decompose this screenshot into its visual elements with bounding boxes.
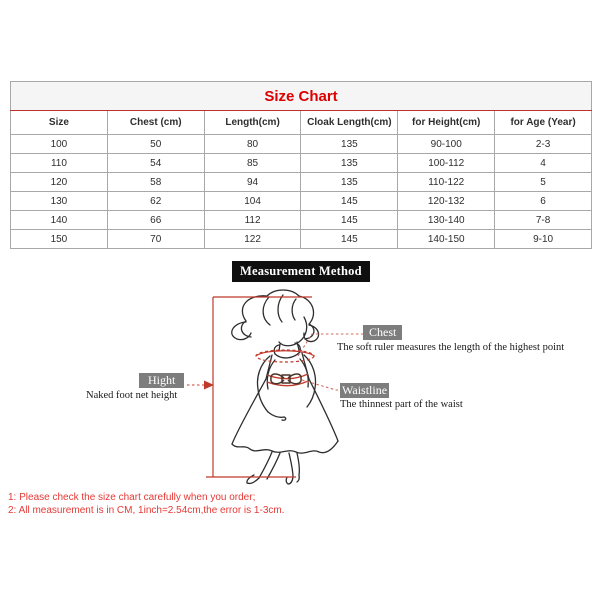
table-cell: 145 xyxy=(301,192,398,211)
table-cell: 5 xyxy=(495,173,592,192)
table-cell: 7-8 xyxy=(495,211,592,230)
measurement-method-title: Measurement Method xyxy=(232,261,370,282)
table-cell: 104 xyxy=(204,192,301,211)
table-cell: 50 xyxy=(107,135,204,154)
footnote-2: 2: All measurement is in CM, 1inch=2.54cm,the error is 1-3cm. xyxy=(8,505,285,516)
table-cell: 135 xyxy=(301,173,398,192)
table-cell: 4 xyxy=(495,154,592,173)
table-cell: 85 xyxy=(204,154,301,173)
table-cell: 135 xyxy=(301,135,398,154)
table-row xyxy=(11,211,592,230)
table-cell: 100-112 xyxy=(398,154,495,173)
table-title-row xyxy=(11,82,592,111)
waistline-description: The thinnest part of the waist xyxy=(340,399,463,410)
table-cell: 100 xyxy=(11,135,108,154)
table-cell: 6 xyxy=(495,192,592,211)
table-cell: 80 xyxy=(204,135,301,154)
table-cell: 54 xyxy=(107,154,204,173)
chest-label: Chest xyxy=(363,325,402,340)
table-row xyxy=(11,192,592,211)
size-chart-table xyxy=(10,81,592,249)
table-cell: 145 xyxy=(301,211,398,230)
table-cell: 70 xyxy=(107,230,204,249)
table-cell: 140 xyxy=(11,211,108,230)
col-header-size: Size xyxy=(11,111,108,135)
waistline-label: Waistline xyxy=(342,383,388,397)
height-pointer xyxy=(187,381,214,390)
table-cell: 90-100 xyxy=(398,135,495,154)
table-cell: 122 xyxy=(204,230,301,249)
table-cell: 145 xyxy=(301,230,398,249)
table-cell: 58 xyxy=(107,173,204,192)
table-row xyxy=(11,230,592,249)
size-chart-title: Size Chart xyxy=(11,82,592,111)
table-cell: 110-122 xyxy=(398,173,495,192)
table-cell: 140-150 xyxy=(398,230,495,249)
table-cell: 150 xyxy=(11,230,108,249)
footnote-1: 1: Please check the size chart carefully when you order; xyxy=(8,492,256,503)
table-cell: 112 xyxy=(204,211,301,230)
table-cell: 62 xyxy=(107,192,204,211)
table-row xyxy=(11,135,592,154)
table-cell: 94 xyxy=(204,173,301,192)
height-label: Hight xyxy=(139,373,184,388)
table-cell: 135 xyxy=(301,154,398,173)
table-cell: 2-3 xyxy=(495,135,592,154)
col-header-for-age: for Age (Year) xyxy=(495,111,592,135)
table-row xyxy=(11,154,592,173)
col-header-chest: Chest (cm) xyxy=(107,111,204,135)
table-cell: 130 xyxy=(11,192,108,211)
table-cell: 120 xyxy=(11,173,108,192)
chest-description: The soft ruler measures the length of the highest point xyxy=(337,342,565,353)
table-cell: 130-140 xyxy=(398,211,495,230)
col-header-length: Length(cm) xyxy=(204,111,301,135)
table-cell: 66 xyxy=(107,211,204,230)
table-cell: 110 xyxy=(11,154,108,173)
girl-sketch xyxy=(232,290,338,484)
table-cell: 120-132 xyxy=(398,192,495,211)
table-row xyxy=(11,173,592,192)
col-header-cloak-length: Cloak Length(cm) xyxy=(301,111,398,135)
table-cell: 9-10 xyxy=(495,230,592,249)
col-header-for-height: for Height(cm) xyxy=(398,111,495,135)
height-description: Naked foot net height xyxy=(86,390,178,401)
table-header-row xyxy=(11,111,592,135)
